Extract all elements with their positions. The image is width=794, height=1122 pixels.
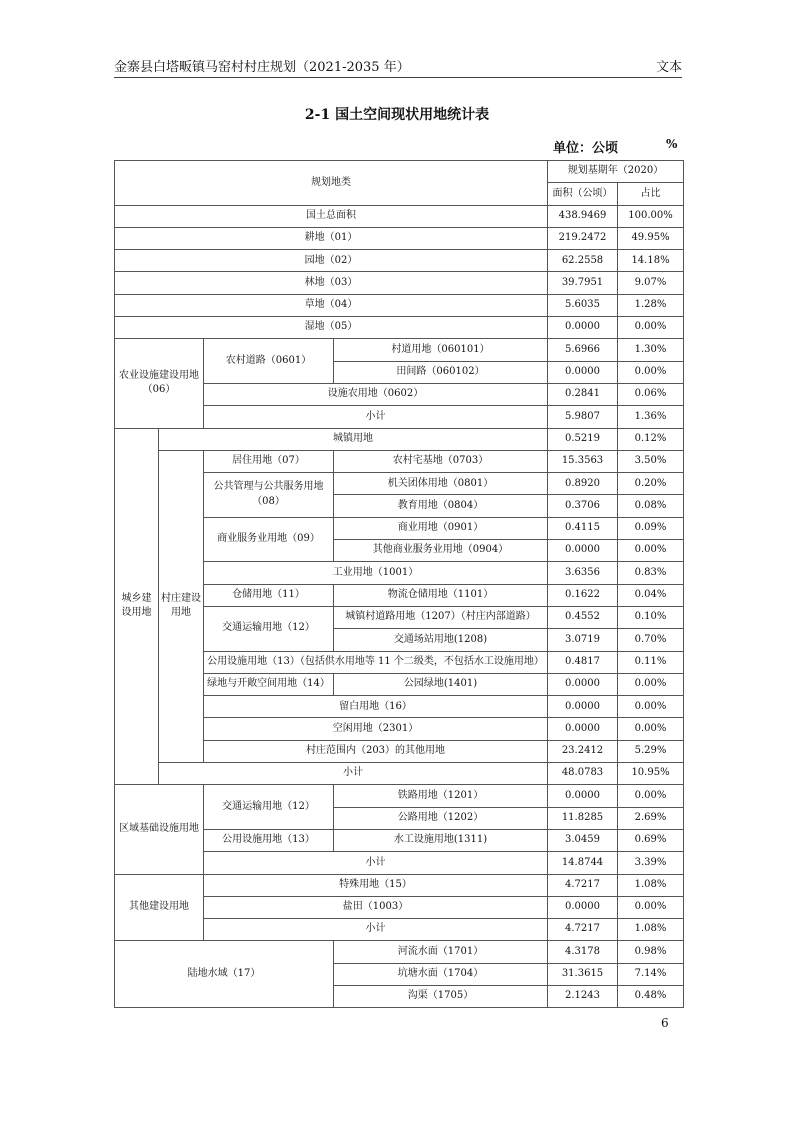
row-label: 村道用地（060101）	[334, 339, 548, 361]
ratio-value: 10.95%	[618, 763, 684, 785]
ratio-value: 9.07%	[618, 272, 684, 294]
row-label: 城镇村道路用地（1207）（村庄内部道路）	[334, 606, 548, 628]
area-value: 4.7217	[548, 874, 618, 896]
area-value: 0.5219	[548, 428, 618, 450]
row-label: 坑塘水面（1704）	[334, 963, 548, 985]
subtotal-label: 小计	[204, 919, 548, 941]
ratio-value: 0.83%	[618, 562, 684, 584]
area-value: 0.4817	[548, 651, 618, 673]
row-label: 工业用地（1001）	[204, 562, 548, 584]
unit-label: 单位：公顷	[553, 141, 619, 156]
table-row	[115, 763, 684, 785]
table-row	[115, 250, 684, 272]
area-value: 0.2841	[548, 383, 618, 405]
ratio-value: 0.48%	[618, 985, 684, 1007]
row-label: 特殊用地（15）	[204, 874, 548, 896]
area-value: 31.3615	[548, 963, 618, 985]
ratio-value: 1.30%	[618, 339, 684, 361]
ratio-value: 100.00%	[618, 205, 684, 227]
ratio-value: 0.08%	[618, 495, 684, 517]
row-label: 国土总面积	[115, 205, 548, 227]
ratio-value: 14.18%	[618, 250, 684, 272]
page-header	[114, 52, 682, 76]
area-value: 62.2558	[548, 250, 618, 272]
ratio-value: 1.08%	[618, 919, 684, 941]
ratio-value: 0.00%	[618, 540, 684, 562]
group-label: 陆地水域（17）	[115, 941, 334, 1008]
area-value: 0.0000	[548, 896, 618, 918]
subgroup-label: 农村道路（0601）	[204, 339, 334, 384]
area-value: 3.6356	[548, 562, 618, 584]
ratio-value: 0.12%	[618, 428, 684, 450]
ratio-value: 0.10%	[618, 606, 684, 628]
ratio-value: 3.50%	[618, 450, 684, 472]
area-value: 23.2412	[548, 740, 618, 762]
table-title: 2-1 国土空间现状用地统计表	[304, 107, 490, 123]
area-value: 0.0000	[548, 673, 618, 695]
subgroup-label: 交通运输用地（12）	[204, 606, 334, 651]
table-row	[115, 874, 684, 896]
row-label: 公用设施用地（13）（包括供水用地等 11 个二级类，不包括水工设施用地）	[204, 651, 548, 673]
subgroup-label: 公用设施用地（13）	[204, 829, 334, 851]
table-row	[115, 317, 684, 339]
subgroup-label: 仓储用地（11）	[204, 584, 334, 606]
row-label: 林地（03）	[115, 272, 548, 294]
row-label: 交通场站用地(1208)	[334, 629, 548, 651]
ratio-value: 1.36%	[618, 406, 684, 428]
header-area: 面积（公顷）	[548, 183, 618, 205]
row-label: 田间路（060102）	[334, 361, 548, 383]
table-row	[115, 428, 684, 450]
area-value: 0.0000	[548, 540, 618, 562]
ratio-value: 0.00%	[618, 696, 684, 718]
subgroup-label: 公共管理与公共服务用地（08）	[204, 473, 334, 518]
table-row	[115, 450, 684, 472]
table-row	[115, 205, 684, 227]
area-value: 0.4552	[548, 606, 618, 628]
row-label: 湿地（05）	[115, 317, 548, 339]
row-label: 教育用地（0804）	[334, 495, 548, 517]
page-number: 6	[661, 1016, 669, 1030]
area-value: 11.8285	[548, 807, 618, 829]
ratio-value: 0.00%	[618, 718, 684, 740]
ratio-value: 2.69%	[618, 807, 684, 829]
ratio-value: 49.95%	[618, 227, 684, 249]
row-label: 农村宅基地（0703）	[334, 450, 548, 472]
row-label: 村庄范围内（203）的其他用地	[204, 740, 548, 762]
ratio-value: 1.08%	[618, 874, 684, 896]
group-label: 城乡建设用地	[115, 428, 159, 785]
ratio-value: 7.14%	[618, 963, 684, 985]
subtotal-label: 小计	[204, 852, 548, 874]
area-value: 0.0000	[548, 317, 618, 339]
row-label: 空闲用地（2301）	[204, 718, 548, 740]
area-value: 0.0000	[548, 696, 618, 718]
table-row	[115, 785, 684, 807]
area-value: 0.0000	[548, 785, 618, 807]
ratio-value: 0.20%	[618, 473, 684, 495]
area-value: 15.3563	[548, 450, 618, 472]
row-label: 河流水面（1701）	[334, 941, 548, 963]
area-value: 0.0000	[548, 718, 618, 740]
area-value: 3.0459	[548, 829, 618, 851]
unit-percent: %	[666, 137, 678, 151]
ratio-value: 0.00%	[618, 673, 684, 695]
document-type: 文本	[655, 60, 682, 75]
row-label: 耕地（01）	[115, 227, 548, 249]
header-base-year: 规划基期年（2020）	[548, 161, 684, 183]
row-label: 水工设施用地(1311)	[334, 829, 548, 851]
row-label: 留白用地（16）	[204, 696, 548, 718]
subgroup-label: 村庄建设用地	[159, 450, 204, 762]
area-value: 14.8744	[548, 852, 618, 874]
subgroup-label: 居住用地（07）	[204, 450, 334, 472]
ratio-value: 0.09%	[618, 517, 684, 539]
area-value: 0.0000	[548, 361, 618, 383]
area-value: 0.8920	[548, 473, 618, 495]
area-value: 0.1622	[548, 584, 618, 606]
ratio-value: 5.29%	[618, 740, 684, 762]
ratio-value: 0.00%	[618, 896, 684, 918]
row-label: 设施农用地（0602）	[204, 383, 548, 405]
subgroup-label: 绿地与开敞空间用地（14）	[204, 673, 334, 695]
table-row	[115, 272, 684, 294]
row-label: 公园绿地(1401)	[334, 673, 548, 695]
table-row	[115, 227, 684, 249]
area-value: 39.7951	[548, 272, 618, 294]
ratio-value: 1.28%	[618, 294, 684, 316]
row-label: 沟渠（1705）	[334, 985, 548, 1007]
area-value: 5.6035	[548, 294, 618, 316]
subtotal-label: 小计	[159, 763, 548, 785]
area-value: 48.0783	[548, 763, 618, 785]
row-label: 商业用地（0901）	[334, 517, 548, 539]
row-label: 城镇用地	[159, 428, 548, 450]
row-label: 公路用地（1202）	[334, 807, 548, 829]
group-label: 农业设施建设用地（06）	[115, 339, 204, 428]
ratio-value: 0.00%	[618, 317, 684, 339]
ratio-value: 0.04%	[618, 584, 684, 606]
header-ratio: 占比	[618, 183, 684, 205]
header-divider	[114, 77, 682, 78]
area-value: 5.9807	[548, 406, 618, 428]
row-label: 铁路用地（1201）	[334, 785, 548, 807]
document-title: 金寨县白塔畈镇马窑村村庄规划（2021-2035 年）	[114, 60, 410, 75]
table-row	[115, 294, 684, 316]
ratio-value: 0.06%	[618, 383, 684, 405]
row-label: 物流仓储用地（1101）	[334, 584, 548, 606]
area-value: 4.3178	[548, 941, 618, 963]
area-value: 3.0719	[548, 629, 618, 651]
row-label: 其他商业服务业用地（0904）	[334, 540, 548, 562]
table-header-row	[115, 161, 684, 183]
area-value: 0.4115	[548, 517, 618, 539]
group-label: 其他建设用地	[115, 874, 204, 941]
ratio-value: 0.00%	[618, 785, 684, 807]
ratio-value: 0.11%	[618, 651, 684, 673]
area-value: 5.6966	[548, 339, 618, 361]
row-label: 机关团体用地（0801）	[334, 473, 548, 495]
ratio-value: 0.69%	[618, 829, 684, 851]
subtotal-label: 小计	[204, 406, 548, 428]
area-value: 2.1243	[548, 985, 618, 1007]
subgroup-label: 商业服务业用地（09）	[204, 517, 334, 562]
ratio-value: 0.70%	[618, 629, 684, 651]
table-row	[115, 941, 684, 963]
row-label: 草地（04）	[115, 294, 548, 316]
subgroup-label: 交通运输用地（12）	[204, 785, 334, 830]
row-label: 盐田（1003）	[204, 896, 548, 918]
area-value: 4.7217	[548, 919, 618, 941]
ratio-value: 0.98%	[618, 941, 684, 963]
row-label: 园地（02）	[115, 250, 548, 272]
area-value: 219.2472	[548, 227, 618, 249]
land-use-table	[114, 160, 684, 1008]
group-label: 区域基础设施用地	[115, 785, 204, 874]
table-row	[115, 339, 684, 361]
area-value: 0.3706	[548, 495, 618, 517]
area-value: 438.9469	[548, 205, 618, 227]
header-category: 规划地类	[115, 161, 548, 206]
ratio-value: 0.00%	[618, 361, 684, 383]
ratio-value: 3.39%	[618, 852, 684, 874]
